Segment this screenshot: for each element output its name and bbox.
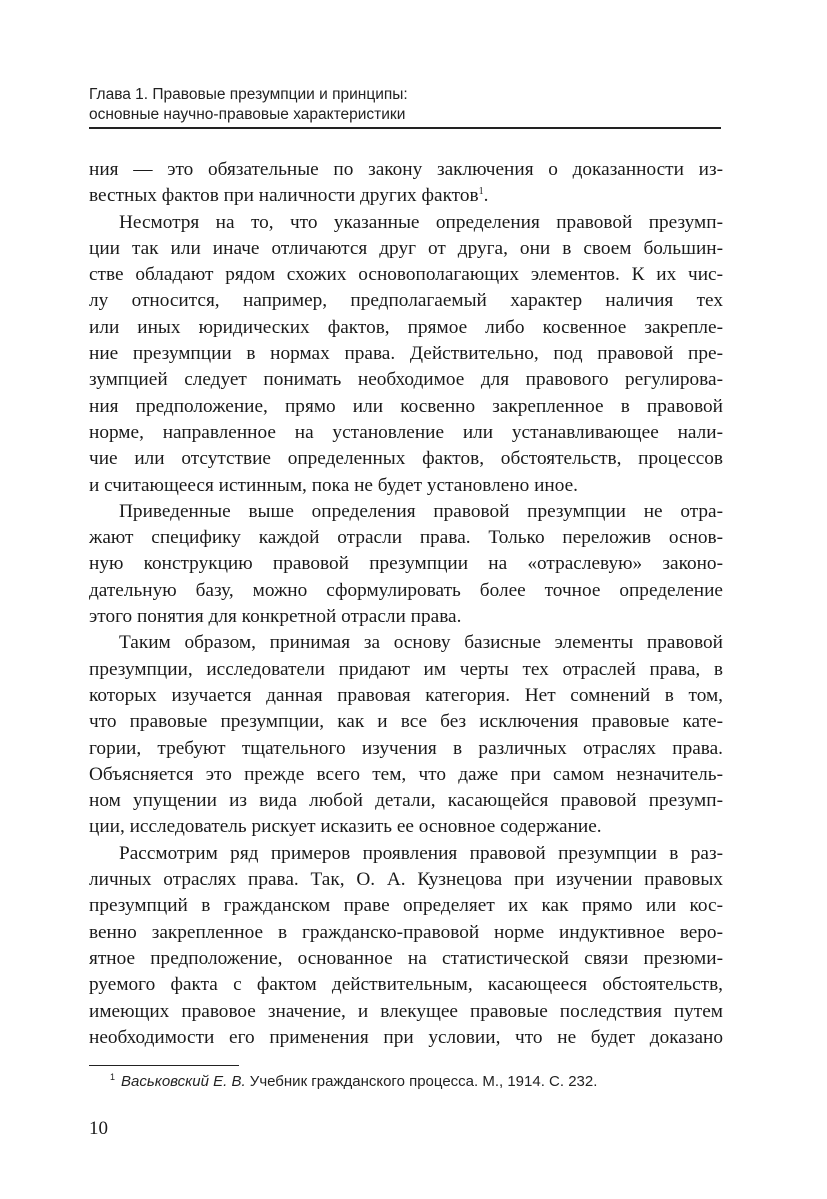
text-line-content: зумпцией следует понимать необходимое для правового регулирова- — [89, 369, 723, 391]
text-line-content: лу относится, например, предполагаемый характер наличия тех — [89, 290, 723, 312]
text-line-content: или иных юридических фактов, прямое либо косвенное закрепле- — [89, 316, 723, 338]
text-line — [89, 814, 723, 840]
text-line — [89, 341, 723, 367]
text-line-content: презумпций в гражданском праве определяет их как прямо или кос- — [89, 895, 723, 917]
text-line — [89, 157, 723, 183]
text-line — [89, 578, 723, 604]
text-line — [89, 841, 723, 867]
text-line — [89, 630, 723, 656]
text-line-content: Объясняется это прежде всего тем, что даже при самом незначитель- — [89, 763, 723, 785]
text-line-content: норме, направленное на установление или устанавливающее нали- — [89, 421, 723, 443]
text-line — [89, 210, 723, 236]
text-line — [89, 551, 723, 577]
text-line-content: ном упущении из вида любой детали, касающейся правовой презумп- — [89, 790, 723, 812]
footnote-rule — [89, 1065, 239, 1066]
running-header-line-1: Глава 1. Правовые презумпции и принципы: — [89, 86, 408, 103]
text-line — [89, 446, 723, 472]
text-line-content: венно закрепленное в гражданско-правовой норме индуктивное веро- — [89, 921, 723, 943]
text-line — [89, 709, 723, 735]
text-line-content: имеющих правовое значение, и влекущее правовые последствия путем — [89, 1000, 723, 1022]
text-line-content: и считающееся истинным, пока не будет установлено иное. — [89, 474, 578, 496]
text-line — [89, 867, 723, 893]
text-line-content: жают специфику каждой отрасли права. Только переложив основ- — [89, 527, 723, 549]
text-line-content: что правовые презумпции, как и все без исключения правовые кате- — [89, 711, 723, 733]
page-number: 10 — [89, 1118, 108, 1139]
text-line-content: которых изучается данная правовая категория. Нет сомнений в том, — [89, 684, 723, 706]
text-line — [89, 762, 723, 788]
text-line-content: личных отраслях права. Так, О. А. Кузнецова при изучении правовых — [89, 869, 723, 891]
text-line — [89, 736, 723, 762]
text-line — [89, 1025, 723, 1051]
text-line-content: Таким образом, принимая за основу базисные элементы правовой — [119, 632, 723, 654]
footnote-marker: 1 — [110, 1072, 116, 1082]
text-line-content: ния предположение, прямо или косвенно закрепленное в правовой — [89, 395, 723, 417]
text-line-content: стве обладают рядом схожих основополагающих элементов. К их чис- — [89, 264, 723, 286]
text-line-content: чие или отсутствие определенных фактов, обстоятельств, процессов — [89, 448, 723, 470]
text-line — [89, 683, 723, 709]
text-line-content: ние презумпции в нормах права. Действительно, под правовой пре- — [89, 343, 723, 365]
text-line — [89, 920, 723, 946]
text-line-content: ции, исследователь рискует исказить ее основное содержание. — [89, 816, 602, 838]
text-line — [89, 999, 723, 1025]
text-line — [89, 972, 723, 998]
text-line — [89, 236, 723, 262]
body-text — [89, 157, 723, 1051]
text-line-content: Рассмотрим ряд примеров проявления правовой презумпции в раз- — [119, 842, 723, 864]
text-line — [89, 394, 723, 420]
footnote-text: Учебник гражданского процесса. М., 1914. С. 232. — [245, 1073, 598, 1090]
text-line — [89, 893, 723, 919]
text-line — [89, 657, 723, 683]
text-line-content: этого понятия для конкретной отрасли права. — [89, 606, 462, 628]
text-line-content: Приведенные выше определения правовой презумпции не отра- — [119, 500, 723, 522]
text-line-content: вестных фактов при наличности других фактов — [89, 185, 479, 207]
text-line — [89, 183, 723, 209]
text-line-content: Несмотря на то, что указанные определения правовой презумп- — [119, 211, 723, 233]
text-line-content: ции так или иначе отличаются друг от друга, они в своем большин- — [89, 237, 723, 259]
text-line-content: необходимости его применения при условии, что не будет доказано — [89, 1026, 723, 1048]
text-line — [89, 288, 723, 314]
text-line — [89, 525, 723, 551]
text-line-content: ную конструкцию правовой презумпции на «отраслевую» законо- — [89, 553, 723, 575]
footnote-reference[interactable]: 1 — [478, 186, 484, 198]
text-line — [89, 604, 723, 630]
text-line — [89, 788, 723, 814]
text-line-content: руемого факта с фактом действительным, касающееся обстоятельств, — [89, 974, 723, 996]
text-line — [89, 367, 723, 393]
text-line-tail: . — [483, 185, 489, 207]
footnote — [110, 1072, 597, 1092]
text-line — [89, 420, 723, 446]
text-line — [89, 262, 723, 288]
header-rule — [89, 127, 721, 129]
text-line-content: ятное предположение, основанное на статистической связи презюми- — [89, 947, 723, 969]
text-line — [89, 946, 723, 972]
text-line — [89, 499, 723, 525]
text-line-content: дательную базу, можно сформулировать более точное определение — [89, 579, 723, 601]
text-line — [89, 315, 723, 341]
running-header — [89, 85, 723, 125]
text-line-content: гории, требуют тщательного изучения в различных отраслях права. — [89, 737, 723, 759]
text-line-content: ния — это обязательные по закону заключения о доказанности из- — [89, 159, 723, 180]
running-header-line-2: основные научно-правовые характеристики — [89, 106, 406, 123]
text-line — [89, 473, 723, 499]
text-line-content: презумпции, исследователи придают им черты тех отраслей права, в — [89, 658, 723, 680]
footnote-author: Васьковский Е. В. — [121, 1073, 246, 1090]
